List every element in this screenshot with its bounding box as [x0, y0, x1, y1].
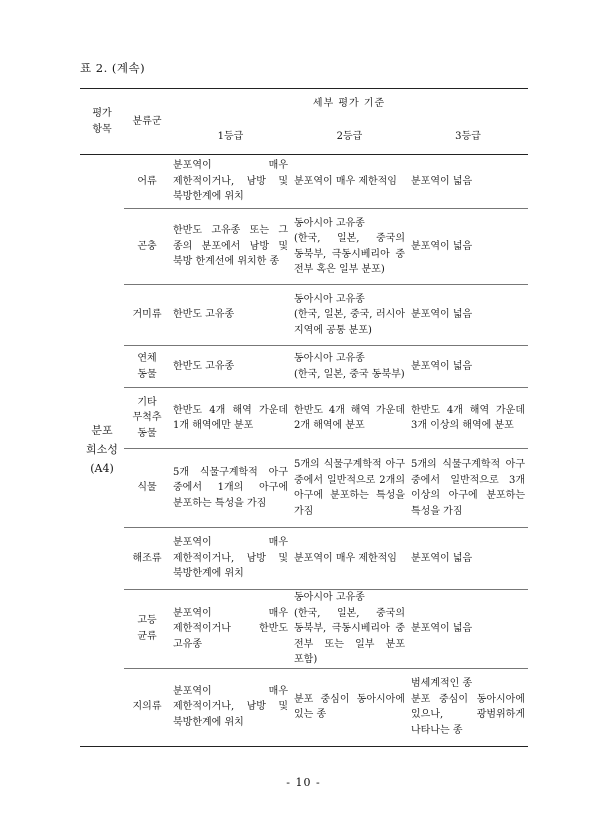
grade1-cell: 분포역이 매우 제한적이거나, 남방 및 북방한계에 위치 [170, 668, 291, 746]
header-detail-label: 세부 평가 기준 [312, 98, 386, 109]
group-cell: 고등 균류 [124, 590, 170, 669]
grade2-cell: 동아시아 고유종 (한국, 일본, 중국, 러시아 지역에 공통 분포) [291, 285, 408, 346]
grade3-cell: 분포역이 넓음 [408, 155, 528, 209]
grade3-cell: 분포역이 넓음 [408, 285, 528, 346]
page-number: - 10 - [286, 776, 321, 789]
group-cell: 어류 [124, 155, 170, 209]
criterion-cell [80, 155, 124, 747]
evaluation-table [80, 88, 528, 747]
header-criterion-label: 평가 항목 [92, 108, 112, 135]
grade3-cell: 분포역이 넓음 [408, 528, 528, 590]
group-cell: 해조류 [124, 528, 170, 590]
group-cell: 거미류 [124, 285, 170, 346]
grade1-cell: 한반도 고유종 [170, 285, 291, 346]
grade2-cell: 동아시아 고유종 (한국, 일본, 중국의 동북부, 극동시베리아 중 전부 또는 일부 분포 포함) [291, 590, 408, 669]
grade3-cell: 5개의 식물구계학적 아구 중에서 일반적으로 3개 이상의 아구에 분포하는 특성을 가짐 [408, 449, 528, 528]
header-grade2: 2등급 [291, 119, 408, 155]
header-grade3: 3등급 [408, 119, 528, 155]
criterion-name: 분포 희소성 (A4) [86, 424, 118, 475]
grade3-cell: 분포역이 넓음 [408, 346, 528, 388]
header-group-label: 분류군 [132, 115, 162, 127]
grade3-cell: 분포역이 넓음 [408, 209, 528, 285]
grade1-cell: 5개 식물구계학적 아구 중에서 1개의 아구에 분포하는 특성을 가짐 [170, 449, 291, 528]
group-cell: 기타 무척추 동물 [124, 388, 170, 449]
header-grade1: 1등급 [170, 119, 291, 155]
grade2-cell: 동아시아 고유종 (한국, 일본, 중국의 동북부, 극동시베리아 중 전부 혹은 일부 분포) [291, 209, 408, 285]
table-caption: 표 2. (계속) [80, 61, 146, 75]
grade1-cell: 분포역이 매우 제한적이거나 한반도 고유종 [170, 590, 291, 669]
group-cell: 곤충 [124, 209, 170, 285]
header-criterion [80, 89, 124, 155]
grade3-cell: 범세계적인 종 분포 중심이 동아시아에 있으나, 광범위하게 나타나는 종 [408, 668, 528, 746]
group-cell: 지의류 [124, 668, 170, 746]
grade2-cell: 분포 중심이 동아시아에 있는 종 [291, 668, 408, 746]
group-cell: 식물 [124, 449, 170, 528]
grade2-cell: 분포역이 매우 제한적임 [291, 155, 408, 209]
grade1-cell: 분포역이 매우 제한적이거나, 남방 및 북방한계에 위치 [170, 528, 291, 590]
grade1-cell: 한반도 4개 해역 가운데 1개 해역에만 분포 [170, 388, 291, 449]
grade1-cell: 한반도 고유종 또는 그 종의 분포에서 남방 및 북방 한계선에 위치한 종 [170, 209, 291, 285]
grade2-cell: 분포역이 매우 제한적임 [291, 528, 408, 590]
grade1-cell: 한반도 고유종 [170, 346, 291, 388]
grade2-cell: 동아시아 고유종 (한국, 일본, 중국 동북부) [291, 346, 408, 388]
grade2-cell: 한반도 4개 해역 가운데 2개 해역에 분포 [291, 388, 408, 449]
grade3-cell: 분포역이 넓음 [408, 590, 528, 669]
group-cell: 연체 동물 [124, 346, 170, 388]
grade3-cell: 한반도 4개 해역 가운데 3개 이상의 해역에 분포 [408, 388, 528, 449]
grade1-cell: 분포역이 매우 제한적이거나, 남방 및 북방한계에 위치 [170, 155, 291, 209]
header-group [124, 89, 170, 155]
grade2-cell: 5개의 식물구계학적 아구 중에서 일반적으로 2개의 아구에 분포하는 특성을 가짐 [291, 449, 408, 528]
header-detail [170, 89, 528, 119]
